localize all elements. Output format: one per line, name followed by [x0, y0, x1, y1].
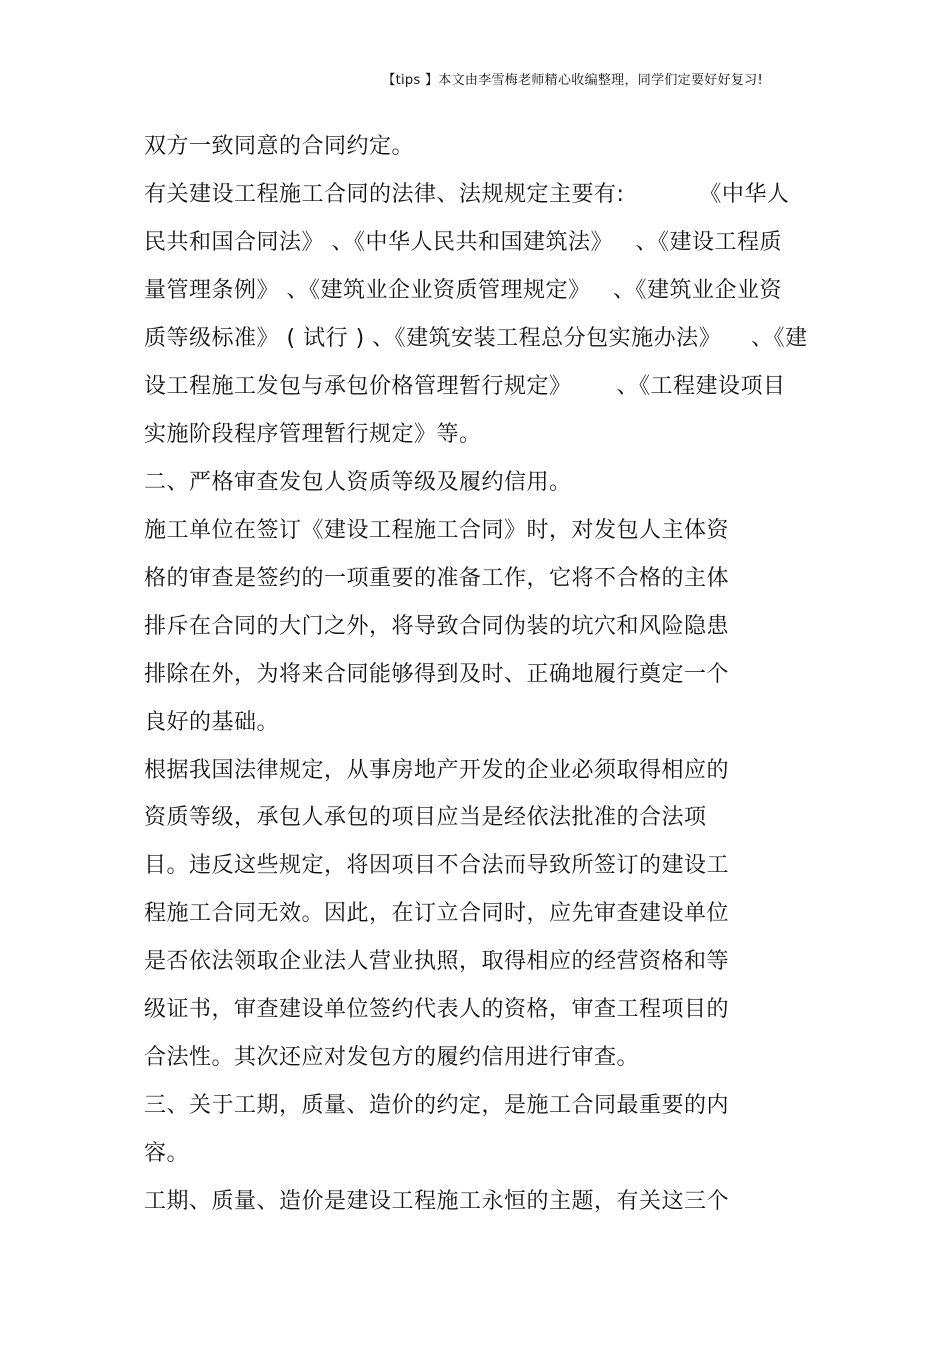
text-line: 是否依法领取企业法人营业执照，取得相应的经营资格和等 [144, 949, 730, 974]
text-line: 量管理条例》 、《建筑业企业资质管理规定》 、《建筑业企业资 [144, 278, 782, 303]
text-line: 良好的基础。 [144, 710, 280, 735]
section-heading: 二、严格审查发包人资质等级及履约信用。 [144, 470, 572, 495]
text-line: 设工程施工发包与承包价格管理暂行规定》 、《工程建设项目 [144, 374, 786, 399]
text-line: 排除在外，为将来合同能够得到及时、正确地履行奠定一个 [144, 662, 730, 687]
text-line: 民共和国合同法》 、《中华人民共和国建筑法》 、《建设工程质 [144, 230, 782, 255]
section-heading: 三、关于工期，质量、造价的约定，是施工合同最重要的内 [144, 1093, 730, 1118]
header-note: 【tips 】本文由李雪梅老师精心收编整理，同学们定要好好复习! [382, 73, 763, 88]
text-line: 实施阶段程序管理暂行规定》等。 [144, 422, 482, 447]
text-line: 容。 [144, 1141, 190, 1166]
text-line: 合法性。其次还应对发包方的履约信用进行审查。 [144, 1045, 640, 1070]
text-line: 施工单位在签订《建设工程施工合同》时，对发包人主体资 [144, 518, 730, 543]
text-line: 程施工合同无效。因此，在订立合同时，应先审查建设单位 [144, 901, 730, 926]
text-line: 质等级标准》 ( 试行 ) 、《建筑安装工程总分包实施办法》 、《建 [144, 326, 808, 351]
text-line: 工期、质量、造价是建设工程施工永恒的主题，有关这三个 [144, 1189, 730, 1214]
text-line: 格的审查是签约的一项重要的准备工作，它将不合格的主体 [144, 566, 730, 591]
text-line: 有关建设工程施工合同的法律、法规规定主要有: 《中华人 [144, 182, 790, 207]
text-line: 级证书，审查建设单位签约代表人的资格，审查工程项目的 [144, 997, 730, 1022]
text-line: 资质等级，承包人承包的项目应当是经依法批准的合法项 [144, 805, 707, 830]
text-line: 根据我国法律规定，从事房地产开发的企业必须取得相应的 [144, 758, 730, 783]
text-line: 排斥在合同的大门之外，将导致合同伪装的坑穴和风险隐患 [144, 614, 730, 639]
text-line: 目。违反这些规定，将因项目不合法而导致所签订的建设工 [144, 853, 730, 878]
text-line: 双方一致同意的合同约定。 [144, 134, 415, 159]
